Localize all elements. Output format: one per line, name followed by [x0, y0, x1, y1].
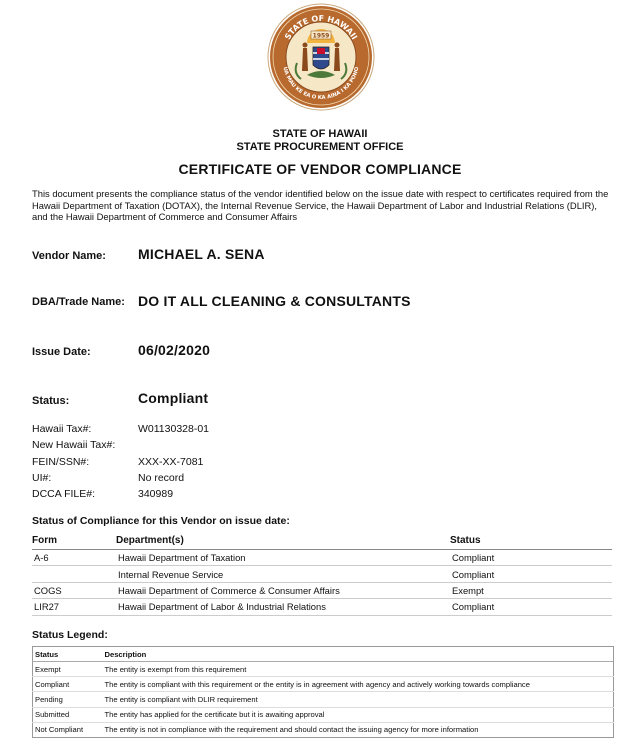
table-row — [32, 550, 612, 566]
table-row — [33, 692, 614, 707]
status-value: Compliant — [138, 390, 209, 406]
dba-value: DO IT ALL CLEANING & CONSULTANTS — [138, 293, 411, 309]
legend-description-header: Description — [103, 647, 614, 662]
form-cell: LIR27 — [32, 599, 116, 615]
vendor-name-label: Vendor Name: — [32, 250, 106, 262]
issue-date-label: Issue Date: — [32, 346, 91, 358]
status-label: Status: — [32, 395, 70, 407]
compliance-table — [32, 533, 612, 616]
compliance-heading: Status of Compliance for this Vendor on issue date: — [32, 515, 290, 527]
legend-status-cell: Not Compliant — [35, 725, 84, 735]
legend-status-cell: Pending — [33, 692, 103, 707]
department-cell: Internal Revenue Service — [116, 566, 450, 582]
table-row — [33, 662, 614, 677]
compliance-header-row — [32, 533, 612, 550]
table-row — [32, 566, 612, 582]
table-row — [33, 722, 614, 737]
department-cell: Hawaii Department of Labor & Industrial Relations — [116, 599, 450, 615]
col-status-header: Status — [450, 533, 612, 550]
ui-value: No record — [138, 472, 185, 484]
legend-description-cell: The entity is not in compliance with the requirement and should contact the issuing agency for more information — [104, 725, 479, 735]
hawaii-tax-value: W01130328-01 — [138, 423, 210, 435]
state-heading: STATE OF HAWAII — [272, 128, 368, 140]
legend-status-header: Status — [33, 647, 103, 662]
certificate-title: CERTIFICATE OF VENDOR COMPLIANCE — [178, 161, 462, 177]
form-cell: COGS — [32, 582, 116, 598]
status-cell: Compliant — [450, 566, 612, 582]
state-seal-logo — [267, 3, 375, 111]
fein-ssn-value: XXX-XX-7081 — [138, 456, 204, 468]
table-row — [33, 707, 614, 722]
vendor-name-value: MICHAEL A. SENA — [138, 246, 265, 262]
status-cell: Compliant — [450, 550, 612, 566]
department-cell: Hawaii Department of Taxation — [116, 550, 450, 566]
status-cell: Compliant — [450, 599, 612, 615]
ui-label: UI#: — [32, 472, 52, 484]
dba-label: DBA/Trade Name: — [32, 296, 125, 308]
col-form-header: Form — [32, 533, 116, 550]
legend-description-cell: The entity is exempt from this requirement — [103, 662, 614, 677]
legend-status-cell: Submitted — [33, 707, 103, 722]
table-row — [32, 599, 612, 615]
form-cell: A-6 — [32, 550, 116, 566]
svg-text:1959: 1959 — [312, 32, 330, 40]
svg-text:STATE OF HAWAII: STATE OF HAWAII — [283, 13, 359, 42]
form-cell — [32, 566, 116, 582]
svg-text:UA MAU KE EA O KA AINA I KA PO: UA MAU KE EA O KA AINA I KA PONO — [281, 66, 361, 102]
legend-status-cell: Exempt — [33, 662, 103, 677]
dcca-file-value: 340989 — [138, 488, 174, 500]
legend-description-cell: The entity is compliant with this requirement or the entity is in agreement with agency and actively working towards compliance — [103, 677, 614, 692]
col-department-header: Department(s) — [116, 533, 450, 550]
table-row — [33, 677, 614, 692]
legend-description-cell: The entity has applied for the certificate but it is awaiting approval — [103, 707, 614, 722]
table-row — [32, 582, 612, 598]
legend-heading: Status Legend: — [32, 629, 108, 641]
legend-description-cell: The entity is compliant with DLIR requirement — [103, 692, 614, 707]
intro-paragraph: This document presents the compliance status of the vendor identified below on the issue date with respect to certificates required from the Hawaii Department of Taxation (DOTAX), the Internal Revenue Service, the Hawaii Department of Labor and Industrial Relations (DLIR), and the Hawaii Department of Commerce and Consumer Affairs — [32, 188, 609, 223]
status-legend-table — [32, 646, 614, 738]
dcca-file-label: DCCA FILE#: — [32, 488, 96, 500]
hawaii-tax-label: Hawaii Tax#: — [32, 423, 92, 435]
legend-header-row — [33, 647, 614, 662]
status-cell: Exempt — [450, 582, 612, 598]
new-hawaii-tax-label: New Hawaii Tax#: — [32, 439, 116, 451]
department-cell: Hawaii Department of Commerce & Consumer Affairs — [116, 582, 450, 598]
fein-ssn-label: FEIN/SSN#: — [32, 456, 90, 468]
office-heading: STATE PROCUREMENT OFFICE — [236, 141, 404, 153]
issue-date-value: 06/02/2020 — [138, 342, 211, 358]
legend-status-cell: Compliant — [33, 677, 103, 692]
